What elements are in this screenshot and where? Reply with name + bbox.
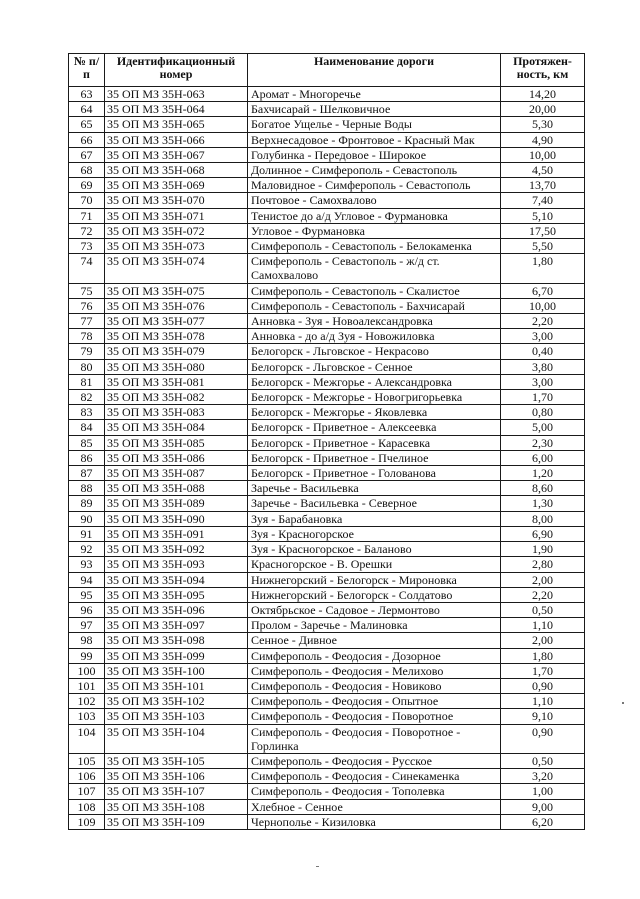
- row-number: 86: [69, 450, 105, 465]
- row-road-name: Симферополь - Феодосия - Дозорное: [248, 648, 501, 663]
- row-identifier: 35 ОП МЗ 35Н-065: [105, 117, 248, 132]
- row-length: 1,10: [501, 618, 585, 633]
- table-row: [69, 557, 585, 572]
- row-road-name: Зуя - Барабановка: [248, 511, 501, 526]
- row-identifier: 35 ОП МЗ 35Н-085: [105, 435, 248, 450]
- table-row: [69, 147, 585, 162]
- row-length: 6,20: [501, 814, 585, 829]
- row-identifier: 35 ОП МЗ 35Н-105: [105, 753, 248, 768]
- row-road-name: Белогорск - Межгорье - Яковлевка: [248, 405, 501, 420]
- row-road-name: Белогорск - Приветное - Голованова: [248, 466, 501, 481]
- row-number: 72: [69, 223, 105, 238]
- row-length: 2,20: [501, 314, 585, 329]
- row-number: 63: [69, 87, 105, 102]
- table-row: [69, 633, 585, 648]
- table-row: [69, 481, 585, 496]
- table-row: [69, 298, 585, 313]
- row-number: 83: [69, 405, 105, 420]
- row-road-name: Аромат - Многоречье: [248, 87, 501, 102]
- table-row: [69, 435, 585, 450]
- row-length: 13,70: [501, 178, 585, 193]
- row-road-name: Симферополь - Феодосия - Поворотное - Горлинка: [248, 724, 501, 753]
- row-length: 0,80: [501, 405, 585, 420]
- row-number: 79: [69, 344, 105, 359]
- row-number: 109: [69, 814, 105, 829]
- row-road-name: Симферополь - Севастополь - ж/д ст. Самохвалово: [248, 254, 501, 283]
- row-road-name: Белогорск - Приветное - Карасевка: [248, 435, 501, 450]
- row-road-name: Анновка - до а/д Зуя - Новожиловка: [248, 329, 501, 344]
- row-road-name: Симферополь - Феодосия - Поворотное: [248, 709, 501, 724]
- row-length: 8,60: [501, 481, 585, 496]
- row-identifier: 35 ОП МЗ 35Н-094: [105, 572, 248, 587]
- table-row: [69, 602, 585, 617]
- table-row: [69, 526, 585, 541]
- table-row: [69, 587, 585, 602]
- row-road-name: Зуя - Красногорское: [248, 526, 501, 541]
- row-length: 5,10: [501, 208, 585, 223]
- row-length: 0,40: [501, 344, 585, 359]
- row-length: 0,50: [501, 602, 585, 617]
- row-number: 68: [69, 163, 105, 178]
- row-identifier: 35 ОП МЗ 35Н-092: [105, 542, 248, 557]
- row-length: 0,90: [501, 678, 585, 693]
- row-length: 1,70: [501, 663, 585, 678]
- table-row: [69, 709, 585, 724]
- row-length: 1,10: [501, 694, 585, 709]
- table-header: [69, 54, 585, 87]
- row-road-name: Симферополь - Севастополь - Бахчисарай: [248, 298, 501, 313]
- row-road-name: Заречье - Васильевка: [248, 481, 501, 496]
- row-road-name: Анновка - Зуя - Новоалександровка: [248, 314, 501, 329]
- table-row: [69, 254, 585, 283]
- row-length: 6,70: [501, 283, 585, 298]
- row-number: 92: [69, 542, 105, 557]
- row-number: 78: [69, 329, 105, 344]
- row-identifier: 35 ОП МЗ 35Н-082: [105, 390, 248, 405]
- row-identifier: 35 ОП МЗ 35Н-075: [105, 283, 248, 298]
- table-row: [69, 329, 585, 344]
- row-identifier: 35 ОП МЗ 35Н-097: [105, 618, 248, 633]
- row-road-name: Симферополь - Севастополь - Белокаменка: [248, 239, 501, 254]
- row-length: 2,30: [501, 435, 585, 450]
- row-length: 0,50: [501, 753, 585, 768]
- row-number: 105: [69, 753, 105, 768]
- row-length: 2,00: [501, 633, 585, 648]
- table-row: [69, 87, 585, 102]
- table-row: [69, 618, 585, 633]
- row-identifier: 35 ОП МЗ 35Н-076: [105, 298, 248, 313]
- row-length: 1,70: [501, 390, 585, 405]
- row-number: 77: [69, 314, 105, 329]
- row-number: 100: [69, 663, 105, 678]
- row-identifier: 35 ОП МЗ 35Н-081: [105, 374, 248, 389]
- row-identifier: 35 ОП МЗ 35Н-071: [105, 208, 248, 223]
- row-identifier: 35 ОП МЗ 35Н-106: [105, 769, 248, 784]
- row-identifier: 35 ОП МЗ 35Н-068: [105, 163, 248, 178]
- table-row: [69, 314, 585, 329]
- row-length: 1,20: [501, 466, 585, 481]
- row-number: 67: [69, 147, 105, 162]
- row-number: 74: [69, 254, 105, 283]
- row-identifier: 35 ОП МЗ 35Н-073: [105, 239, 248, 254]
- row-road-name: Симферополь - Феодосия - Русское: [248, 753, 501, 768]
- row-length: 9,10: [501, 709, 585, 724]
- row-number: 94: [69, 572, 105, 587]
- row-length: 10,00: [501, 147, 585, 162]
- row-length: 14,20: [501, 87, 585, 102]
- table-row: [69, 208, 585, 223]
- table-row: [69, 223, 585, 238]
- row-number: 66: [69, 132, 105, 147]
- row-number: 108: [69, 799, 105, 814]
- row-number: 80: [69, 359, 105, 374]
- row-length: 17,50: [501, 223, 585, 238]
- table-row: [69, 572, 585, 587]
- row-road-name: Тенистое до а/д Угловое - Фурмановка: [248, 208, 501, 223]
- row-identifier: 35 ОП МЗ 35Н-096: [105, 602, 248, 617]
- row-road-name: Симферополь - Феодосия - Мелихово: [248, 663, 501, 678]
- row-length: 2,20: [501, 587, 585, 602]
- row-identifier: 35 ОП МЗ 35Н-091: [105, 526, 248, 541]
- row-road-name: Почтовое - Самохвалово: [248, 193, 501, 208]
- row-number: 87: [69, 466, 105, 481]
- row-identifier: 35 ОП МЗ 35Н-084: [105, 420, 248, 435]
- row-length: 5,50: [501, 239, 585, 254]
- row-road-name: Хлебное - Сенное: [248, 799, 501, 814]
- table-row: [69, 420, 585, 435]
- table-row: [69, 814, 585, 829]
- header-num: № п/п: [69, 54, 105, 87]
- table-row: [69, 466, 585, 481]
- row-road-name: Симферополь - Севастополь - Скалистое: [248, 283, 501, 298]
- row-length: 10,00: [501, 298, 585, 313]
- row-number: 65: [69, 117, 105, 132]
- row-identifier: 35 ОП МЗ 35Н-100: [105, 663, 248, 678]
- row-road-name: Сенное - Дивное: [248, 633, 501, 648]
- row-identifier: 35 ОП МЗ 35Н-087: [105, 466, 248, 481]
- row-road-name: Нижнегорский - Белогорск - Мироновка: [248, 572, 501, 587]
- row-identifier: 35 ОП МЗ 35Н-102: [105, 694, 248, 709]
- table-row: [69, 117, 585, 132]
- row-identifier: 35 ОП МЗ 35Н-083: [105, 405, 248, 420]
- row-identifier: 35 ОП МЗ 35Н-108: [105, 799, 248, 814]
- table-row: [69, 163, 585, 178]
- row-number: 82: [69, 390, 105, 405]
- row-identifier: 35 ОП МЗ 35Н-107: [105, 784, 248, 799]
- row-length: 1,90: [501, 542, 585, 557]
- row-number: 99: [69, 648, 105, 663]
- table-row: [69, 178, 585, 193]
- row-road-name: Белогорск - Льговское - Некрасово: [248, 344, 501, 359]
- row-identifier: 35 ОП МЗ 35Н-098: [105, 633, 248, 648]
- header-name: Наименование дороги: [248, 54, 501, 87]
- row-road-name: Бахчисарай - Шелковичное: [248, 102, 501, 117]
- row-number: 91: [69, 526, 105, 541]
- row-length: 9,00: [501, 799, 585, 814]
- row-number: 73: [69, 239, 105, 254]
- row-identifier: 35 ОП МЗ 35Н-080: [105, 359, 248, 374]
- row-length: 5,30: [501, 117, 585, 132]
- row-length: 1,80: [501, 254, 585, 283]
- header-id: Идентификационный номер: [105, 54, 248, 87]
- row-identifier: 35 ОП МЗ 35Н-078: [105, 329, 248, 344]
- row-length: 2,00: [501, 572, 585, 587]
- row-number: 70: [69, 193, 105, 208]
- row-road-name: Белогорск - Приветное - Пчелиное: [248, 450, 501, 465]
- row-length: 1,30: [501, 496, 585, 511]
- row-number: 84: [69, 420, 105, 435]
- row-identifier: 35 ОП МЗ 35Н-093: [105, 557, 248, 572]
- table-row: [69, 663, 585, 678]
- scan-speck: [622, 702, 624, 704]
- row-length: 4,90: [501, 132, 585, 147]
- row-number: 71: [69, 208, 105, 223]
- row-number: 106: [69, 769, 105, 784]
- row-road-name: Симферополь - Феодосия - Новиково: [248, 678, 501, 693]
- table-row: [69, 799, 585, 814]
- table-row: [69, 102, 585, 117]
- row-identifier: 35 ОП МЗ 35Н-064: [105, 102, 248, 117]
- row-road-name: Голубинка - Передовое - Широкое: [248, 147, 501, 162]
- row-road-name: Белогорск - Льговское - Сенное: [248, 359, 501, 374]
- row-road-name: Чернополье - Кизиловка: [248, 814, 501, 829]
- road-list-page: [68, 53, 584, 830]
- row-road-name: Нижнегорский - Белогорск - Солдатово: [248, 587, 501, 602]
- table-row: [69, 648, 585, 663]
- row-identifier: 35 ОП МЗ 35Н-067: [105, 147, 248, 162]
- row-identifier: 35 ОП МЗ 35Н-066: [105, 132, 248, 147]
- row-road-name: Богатое Ущелье - Черные Воды: [248, 117, 501, 132]
- row-road-name: Угловое - Фурмановка: [248, 223, 501, 238]
- row-road-name: Симферополь - Феодосия - Опытное: [248, 694, 501, 709]
- row-road-name: Белогорск - Межгорье - Александровка: [248, 374, 501, 389]
- table-row: [69, 374, 585, 389]
- row-length: 6,90: [501, 526, 585, 541]
- row-number: 98: [69, 633, 105, 648]
- table-row: [69, 283, 585, 298]
- row-identifier: 35 ОП МЗ 35Н-109: [105, 814, 248, 829]
- row-road-name: Белогорск - Приветное - Алексеевка: [248, 420, 501, 435]
- row-number: 104: [69, 724, 105, 753]
- table-row: [69, 724, 585, 753]
- table-row: [69, 450, 585, 465]
- row-identifier: 35 ОП МЗ 35Н-101: [105, 678, 248, 693]
- table-row: [69, 132, 585, 147]
- row-identifier: 35 ОП МЗ 35Н-103: [105, 709, 248, 724]
- table-row: [69, 694, 585, 709]
- table-row: [69, 390, 585, 405]
- row-identifier: 35 ОП МЗ 35Н-099: [105, 648, 248, 663]
- row-road-name: Долинное - Симферополь - Севастополь: [248, 163, 501, 178]
- row-road-name: Октябрьское - Садовое - Лермонтово: [248, 602, 501, 617]
- row-road-name: Белогорск - Межгорье - Новогригорьевка: [248, 390, 501, 405]
- row-number: 85: [69, 435, 105, 450]
- row-number: 64: [69, 102, 105, 117]
- row-length: 7,40: [501, 193, 585, 208]
- row-number: 93: [69, 557, 105, 572]
- row-number: 81: [69, 374, 105, 389]
- row-length: 3,20: [501, 769, 585, 784]
- row-identifier: 35 ОП МЗ 35Н-090: [105, 511, 248, 526]
- row-identifier: 35 ОП МЗ 35Н-079: [105, 344, 248, 359]
- row-length: 0,90: [501, 724, 585, 753]
- row-identifier: 35 ОП МЗ 35Н-095: [105, 587, 248, 602]
- row-number: 97: [69, 618, 105, 633]
- row-number: 89: [69, 496, 105, 511]
- row-length: 1,00: [501, 784, 585, 799]
- table-row: [69, 239, 585, 254]
- row-identifier: 35 ОП МЗ 35Н-070: [105, 193, 248, 208]
- row-length: 20,00: [501, 102, 585, 117]
- row-road-name: Симферополь - Феодосия - Тополевка: [248, 784, 501, 799]
- row-length: 8,00: [501, 511, 585, 526]
- row-length: 3,80: [501, 359, 585, 374]
- header-length: Протяжен-ность, км: [501, 54, 585, 87]
- row-length: 3,00: [501, 374, 585, 389]
- table-row: [69, 359, 585, 374]
- row-number: 96: [69, 602, 105, 617]
- row-identifier: 35 ОП МЗ 35Н-104: [105, 724, 248, 753]
- table-row: [69, 769, 585, 784]
- row-identifier: 35 ОП МЗ 35Н-077: [105, 314, 248, 329]
- table-row: [69, 511, 585, 526]
- row-road-name: Зуя - Красногорское - Баланово: [248, 542, 501, 557]
- table-row: [69, 784, 585, 799]
- row-road-name: Красногорское - В. Орешки: [248, 557, 501, 572]
- table-row: [69, 678, 585, 693]
- row-number: 107: [69, 784, 105, 799]
- table-row: [69, 405, 585, 420]
- road-table: [68, 53, 585, 830]
- row-number: 76: [69, 298, 105, 313]
- row-road-name: Заречье - Васильевка - Северное: [248, 496, 501, 511]
- row-identifier: 35 ОП МЗ 35Н-086: [105, 450, 248, 465]
- row-number: 90: [69, 511, 105, 526]
- row-length: 1,80: [501, 648, 585, 663]
- row-number: 69: [69, 178, 105, 193]
- row-length: 2,80: [501, 557, 585, 572]
- row-number: 103: [69, 709, 105, 724]
- row-number: 88: [69, 481, 105, 496]
- scan-speck: [316, 866, 319, 867]
- row-identifier: 35 ОП МЗ 35Н-089: [105, 496, 248, 511]
- row-identifier: 35 ОП МЗ 35Н-088: [105, 481, 248, 496]
- row-length: 6,00: [501, 450, 585, 465]
- table-row: [69, 753, 585, 768]
- table-row: [69, 193, 585, 208]
- row-number: 101: [69, 678, 105, 693]
- row-number: 95: [69, 587, 105, 602]
- table-row: [69, 542, 585, 557]
- row-length: 4,50: [501, 163, 585, 178]
- row-road-name: Маловидное - Симферополь - Севастополь: [248, 178, 501, 193]
- row-identifier: 35 ОП МЗ 35Н-072: [105, 223, 248, 238]
- row-number: 75: [69, 283, 105, 298]
- row-identifier: 35 ОП МЗ 35Н-069: [105, 178, 248, 193]
- row-identifier: 35 ОП МЗ 35Н-063: [105, 87, 248, 102]
- row-length: 3,00: [501, 329, 585, 344]
- row-road-name: Верхнесадовое - Фронтовое - Красный Мак: [248, 132, 501, 147]
- table-body: [69, 87, 585, 830]
- table-row: [69, 496, 585, 511]
- row-number: 102: [69, 694, 105, 709]
- row-length: 5,00: [501, 420, 585, 435]
- row-road-name: Пролом - Заречье - Малиновка: [248, 618, 501, 633]
- row-identifier: 35 ОП МЗ 35Н-074: [105, 254, 248, 283]
- table-row: [69, 344, 585, 359]
- row-road-name: Симферополь - Феодосия - Синекаменка: [248, 769, 501, 784]
